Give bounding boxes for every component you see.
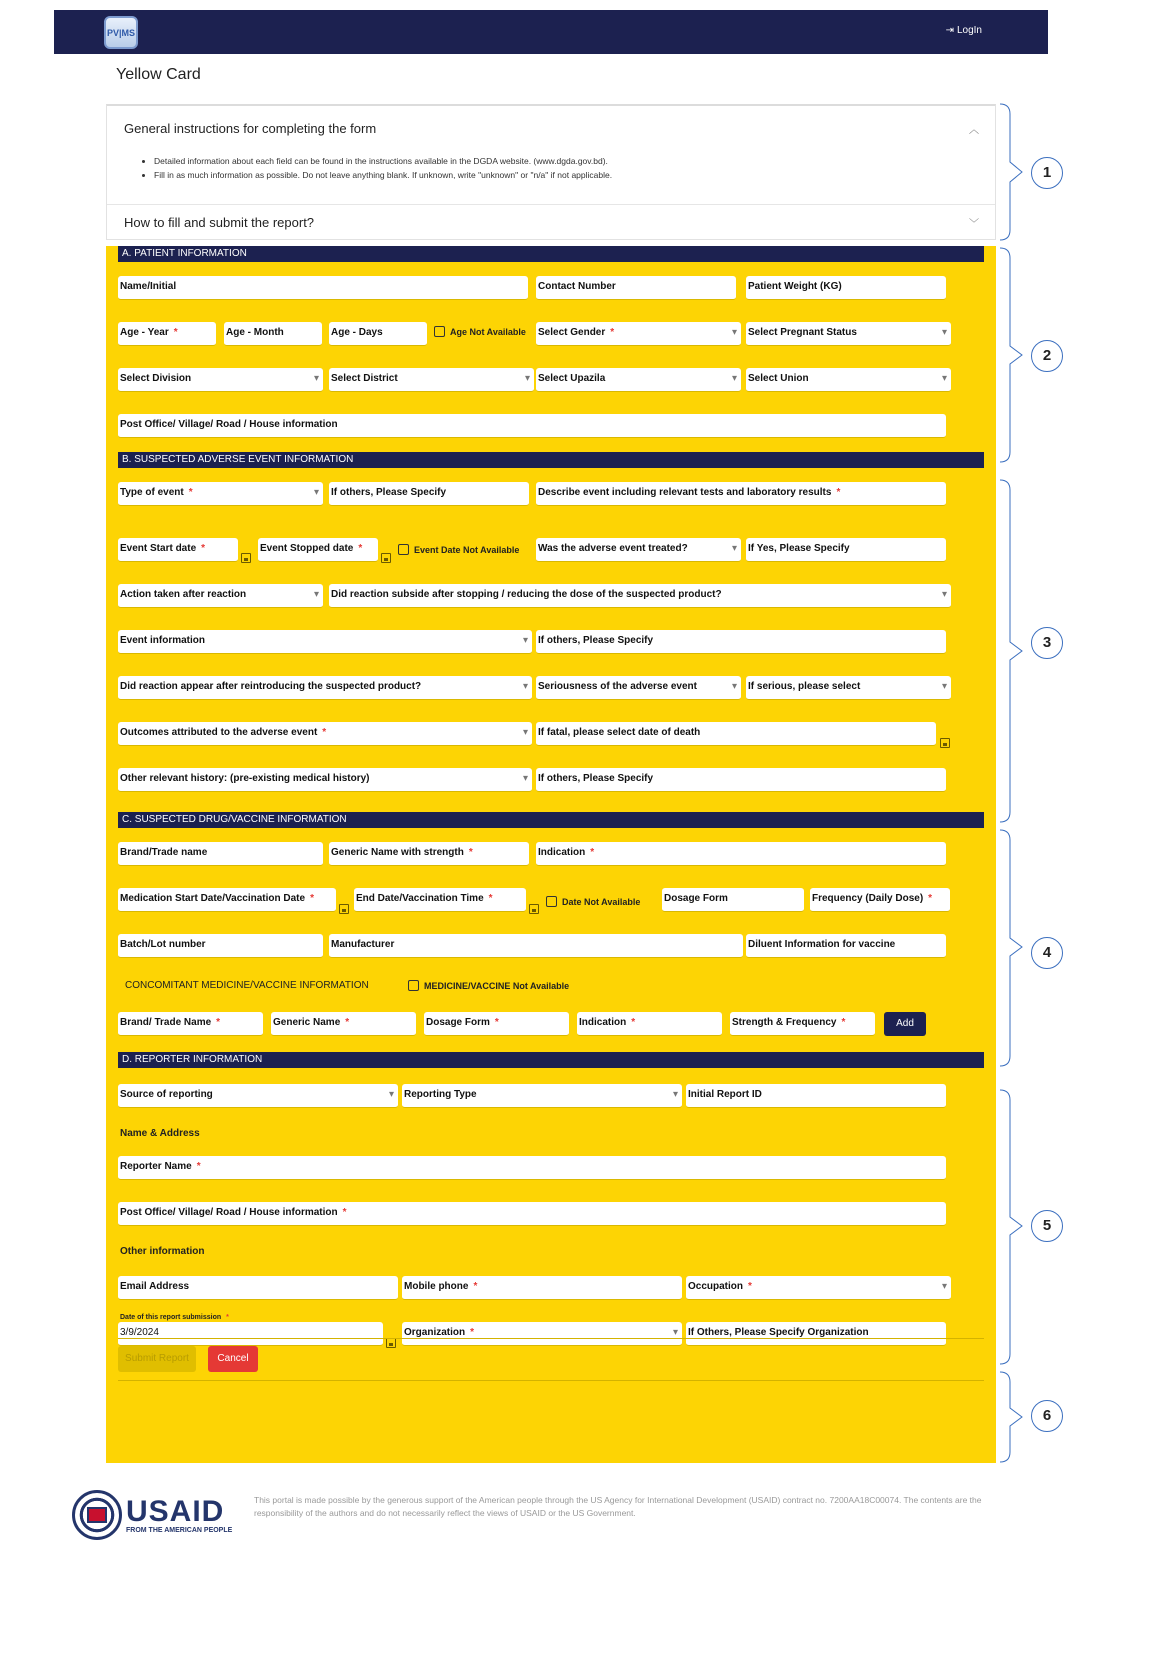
chevron-up-icon: ︿	[969, 124, 979, 136]
calendar-icon[interactable]	[940, 738, 950, 748]
concomitant-strength-input[interactable]: Strength & Frequency *	[730, 1012, 875, 1036]
top-navbar	[54, 10, 1048, 54]
event-info-select[interactable]: Event information ▾	[118, 630, 532, 654]
batch-number-input[interactable]: Batch/Lot number	[118, 934, 323, 958]
calendar-icon[interactable]	[386, 1338, 396, 1348]
mobile-phone-input[interactable]: Mobile phone *	[402, 1276, 682, 1300]
serious-criteria-select[interactable]: If serious, please select ▾	[746, 676, 951, 700]
instructions-header[interactable]	[107, 106, 995, 150]
age-month-input[interactable]: Age - Month	[224, 322, 322, 346]
indication-input[interactable]: Indication *	[536, 842, 946, 866]
outcome-select[interactable]: Outcomes attributed to the adverse event * ▾	[118, 722, 532, 746]
seriousness-select[interactable]: Seriousness of the adverse event ▾	[536, 676, 741, 700]
usaid-tagline: FROM THE AMERICAN PEOPLE	[126, 1526, 233, 1534]
dechallenge-select[interactable]: Did reaction subside after stopping / reducing the dose of the suspected product? ▾	[329, 584, 951, 608]
usaid-wordmark: USAID	[126, 1494, 225, 1528]
contact-input[interactable]: Contact Number	[536, 276, 736, 300]
report-date-label: Date of this report submission *	[120, 1314, 229, 1321]
dosage-form-input[interactable]: Dosage Form	[662, 888, 804, 912]
calendar-icon[interactable]	[339, 904, 349, 914]
date-of-death-input[interactable]: If fatal, please select date of death	[536, 722, 936, 746]
end-date-input[interactable]: End Date/Vaccination Time *	[354, 888, 526, 912]
patient-address-input[interactable]: Post Office/ Village/ Road / House information	[118, 414, 946, 438]
annotation-4: 4	[1031, 937, 1063, 969]
concomitant-dosage-input[interactable]: Dosage Form *	[424, 1012, 569, 1036]
email-input[interactable]: Email Address	[118, 1276, 398, 1300]
name-input[interactable]: Name/Initial	[118, 276, 528, 300]
calendar-icon[interactable]	[241, 553, 251, 563]
how-to-header[interactable]	[107, 205, 995, 239]
login-label: LogIn	[956, 25, 982, 36]
generic-name-input[interactable]: Generic Name with strength *	[329, 842, 529, 866]
instructions-title: General instructions for completing the form	[124, 120, 377, 136]
event-treated-select[interactable]: Was the adverse event treated? ▾	[536, 538, 741, 562]
history-others-input[interactable]: If others, Please Specify	[536, 768, 946, 792]
concomitant-brand-input[interactable]: Brand/ Trade Name *	[118, 1012, 263, 1036]
page-title: Yellow Card	[116, 66, 201, 83]
annotation-3: 3	[1031, 627, 1063, 659]
district-select[interactable]: Select District ▾	[329, 368, 534, 392]
report-date-input[interactable]: 3/9/2024	[118, 1322, 383, 1346]
footer-disclaimer: This portal is made possible by the generous support of the American people through the US Agency for International Development (USAID) contract no. 7200AA18C00074. The contents are the responsibility of the authors and do not necessarily reflect the views of USAID or the US Government.	[254, 1495, 982, 1518]
login-icon: ⇥	[945, 25, 954, 36]
rechallenge-select[interactable]: Did reaction appear after reintroducing the suspected product? ▾	[118, 676, 532, 700]
cancel-button[interactable]: Cancel	[208, 1346, 258, 1372]
calendar-icon[interactable]	[381, 553, 391, 563]
reporting-type-select[interactable]: Reporting Type ▾	[402, 1084, 682, 1108]
union-select[interactable]: Select Union ▾	[746, 368, 951, 392]
event-type-select[interactable]: Type of event * ▾	[118, 482, 323, 506]
name-address-heading: Name & Address	[120, 1128, 200, 1139]
frequency-input[interactable]: Frequency (Daily Dose) *	[810, 888, 950, 912]
event-description-textarea[interactable]: Describe event including relevant tests and laboratory results *	[536, 482, 946, 506]
divider	[118, 1338, 984, 1339]
concomitant-indication-input[interactable]: Indication *	[577, 1012, 722, 1036]
event-date-na-checkbox[interactable]: Event Date Not Available	[398, 544, 519, 555]
instruction-bullet: • Detailed information about each field can be found in the instructions available in the DGDA website. (www.dgda.gov.bd).	[154, 156, 965, 166]
age-year-input[interactable]: Age - Year *	[118, 322, 216, 346]
medical-history-select[interactable]: Other relevant history: (pre-existing medical history) ▾	[118, 768, 532, 792]
yellow-card-form	[106, 246, 996, 1463]
instructions-body	[107, 150, 995, 205]
reporter-name-input[interactable]: Reporter Name *	[118, 1156, 946, 1180]
section-b-header: B. SUSPECTED ADVERSE EVENT INFORMATION	[118, 452, 984, 468]
usaid-logo	[72, 1490, 232, 1540]
concomitant-heading: CONCOMITANT MEDICINE/VACCINE INFORMATION	[125, 980, 369, 991]
brand-name-input[interactable]: Brand/Trade name	[118, 842, 323, 866]
how-to-title: How to fill and submit the report?	[124, 214, 315, 230]
instructions-accordion	[106, 104, 996, 240]
age-days-input[interactable]: Age - Days	[329, 322, 427, 346]
instruction-bullet: • Fill in as much information as possible. Do not leave anything blank. If unknown, write "unknown" or "n/a" if not applicable.	[154, 170, 965, 180]
weight-input[interactable]: Patient Weight (KG)	[746, 276, 946, 300]
organization-select[interactable]: Organization * ▾	[402, 1322, 682, 1346]
section-d-header: D. REPORTER INFORMATION	[118, 1052, 984, 1068]
event-others-input[interactable]: If others, Please Specify	[329, 482, 529, 506]
medication-start-date-input[interactable]: Medication Start Date/Vaccination Date *	[118, 888, 336, 912]
treated-specify-input[interactable]: If Yes, Please Specify	[746, 538, 946, 562]
event-stopped-date-input[interactable]: Event Stopped date *	[258, 538, 378, 562]
divider	[118, 1380, 984, 1381]
organization-other-input[interactable]: If Others, Please Specify Organization	[686, 1322, 946, 1346]
annotation-brace-3	[998, 478, 1038, 824]
submit-report-button[interactable]: Submit Report	[118, 1346, 196, 1372]
diluent-input[interactable]: Diluent Information for vaccine	[746, 934, 946, 958]
division-select[interactable]: Select Division ▾	[118, 368, 323, 392]
section-a-header: A. PATIENT INFORMATION	[118, 246, 984, 262]
other-info-heading: Other information	[120, 1246, 205, 1257]
age-na-checkbox[interactable]: Age Not Available	[434, 326, 526, 337]
occupation-select[interactable]: Occupation * ▾	[686, 1276, 951, 1300]
action-taken-select[interactable]: Action taken after reaction ▾	[118, 584, 323, 608]
event-info-others-input[interactable]: If others, Please Specify	[536, 630, 946, 654]
date-na-checkbox[interactable]: Date Not Available	[546, 896, 640, 907]
calendar-icon[interactable]	[529, 904, 539, 914]
concomitant-na-checkbox[interactable]: MEDICINE/VACCINE Not Available	[408, 980, 569, 991]
chevron-down-icon: ﹀	[969, 218, 979, 230]
section-c-header: C. SUSPECTED DRUG/VACCINE INFORMATION	[118, 812, 984, 828]
event-start-date-input[interactable]: Event Start date *	[118, 538, 238, 562]
annotation-5: 5	[1031, 1210, 1063, 1242]
source-reporting-select[interactable]: Source of reporting ▾	[118, 1084, 398, 1108]
login-button[interactable]	[946, 25, 982, 36]
annotation-2: 2	[1031, 340, 1063, 372]
pvms-logo[interactable]: PV|MS	[104, 16, 138, 49]
pregnant-select[interactable]: Select Pregnant Status ▾	[746, 322, 951, 346]
initial-report-id-input[interactable]: Initial Report ID	[686, 1084, 946, 1108]
annotation-6: 6	[1031, 1400, 1063, 1432]
gender-select[interactable]: Select Gender * ▾	[536, 322, 741, 346]
concomitant-generic-input[interactable]: Generic Name *	[271, 1012, 416, 1036]
annotation-1: 1	[1031, 157, 1063, 189]
reporter-address-input[interactable]: Post Office/ Village/ Road / House information *	[118, 1202, 946, 1226]
upazila-select[interactable]: Select Upazila ▾	[536, 368, 741, 392]
usaid-seal-icon	[72, 1490, 122, 1540]
add-concomitant-button[interactable]: Add	[884, 1012, 926, 1036]
manufacturer-input[interactable]: Manufacturer	[329, 934, 743, 958]
